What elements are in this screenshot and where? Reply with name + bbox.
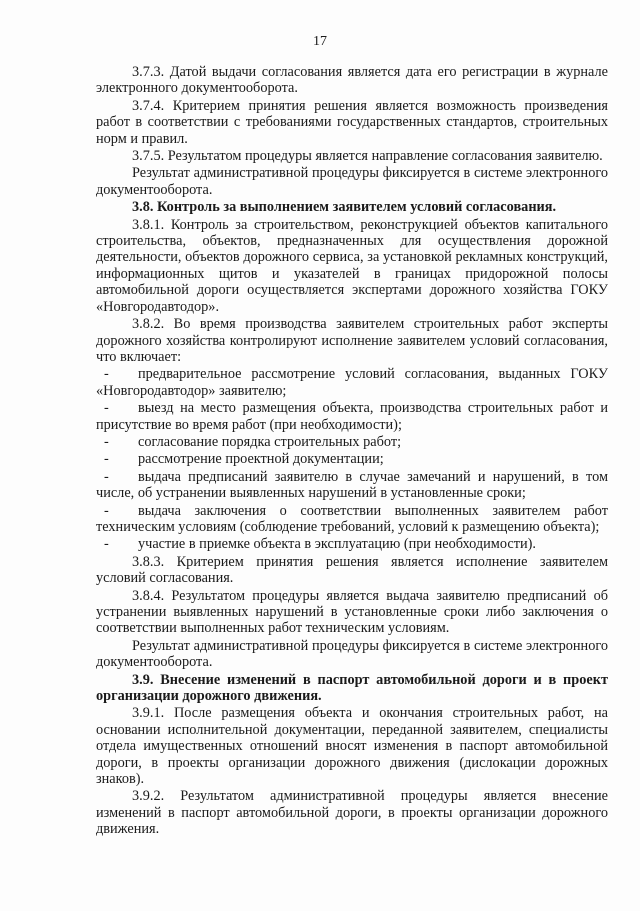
paragraph-3-7-result: Результат административной процедуры фиксируется в системе электронного документооборота. <box>96 165 608 198</box>
list-item-text: выдача заключения о соответствии выполненных заявителем работ техническим условиям (соблюдение требований, условий к размещению объекта); <box>96 502 608 535</box>
list-item-text: выдача предписаний заявителю в случае замечаний и нарушений, в том числе, об устранении выявленных нарушений в установленные сроки; <box>96 468 608 502</box>
paragraph-3-7-5: 3.7.5. Результатом процедуры является направление согласования заявителю. <box>132 148 603 165</box>
document-body <box>96 64 608 839</box>
list-item <box>96 469 608 502</box>
list-dash: - <box>104 536 109 553</box>
heading-3-8: 3.8. Контроль за выполнением заявителем условий согласования. <box>132 199 557 216</box>
list-item <box>96 451 608 467</box>
paragraph-3-9-1: 3.9.1. После размещения объекта и окончания строительных работ, на основании исполнительной документации, переданной заявителем, специалисты отдела имущественных отношений вносят изменения в паспорт автомобильной дороги, в проекты организации дорожного движения (дислокации дорожных знаков). <box>96 705 608 788</box>
list-dash: - <box>104 433 109 450</box>
list-dash: - <box>104 366 109 383</box>
list-dash: - <box>104 400 109 417</box>
list-item <box>96 536 608 552</box>
paragraph-3-8-3: 3.8.3. Критерием принятия решения является исполнение заявителем условий согласования. <box>96 553 608 587</box>
paragraph-3-7-4: 3.7.4. Критерием принятия решения является возможность произведения работ в соответствии с требованиями государственных стандартов, строительных норм и правил. <box>96 97 608 147</box>
paragraph-3-8-4: 3.8.4. Результатом процедуры является выдача заявителю предписаний об устранении выявленных нарушений в установленные сроки либо заключения о соответствии выполненных работ техническим условиям. <box>96 587 608 637</box>
list-item-text: предварительное рассмотрение условий согласования, выданных ГОКУ «Новгородавтодор» заявителю; <box>96 366 608 399</box>
list-item <box>96 503 608 536</box>
heading-3-9: 3.9. Внесение изменений в паспорт автомобильной дороги и в проект организации дорожного движения. <box>96 671 608 705</box>
list-dash: - <box>104 502 109 519</box>
page-number: 17 <box>313 34 327 49</box>
list-item-text: рассмотрение проектной документации; <box>138 451 384 468</box>
paragraph-3-8-1: 3.8.1. Контроль за строительством, реконструкцией объектов капитального строительства, объектов, предназначенных для осуществления дорожной деятельности, объектов дорожного сервиса, за установкой рекламных конструкций, информационных щитов и указателей в границах придорожной полосы автомобильной дороги осуществляется экспертами дорожного хозяйства ГОКУ «Новгородавтодор». <box>96 216 608 315</box>
list-item <box>96 400 608 433</box>
paragraph-3-8-result: Результат административной процедуры фиксируется в системе электронного документооборота. <box>96 637 608 671</box>
paragraph-3-7-3: 3.7.3. Датой выдачи согласования является дата его регистрации в журнале электронного документооборота. <box>96 64 608 97</box>
list-dash: - <box>104 468 109 485</box>
paragraph-3-8-2: 3.8.2. Во время производства заявителем строительных работ эксперты дорожного хозяйства контролируют исполнение заявителем условий согласования, что включает: <box>96 316 608 365</box>
list-item-text: согласование порядка строительных работ; <box>138 433 402 450</box>
list-item <box>96 366 608 399</box>
list-dash: - <box>104 451 109 468</box>
paragraph-3-9-2: 3.9.2. Результатом административной процедуры является внесение изменений в паспорт автомобильной дороги, в проекты организации дорожного движения. <box>96 788 608 838</box>
list-item-text: участие в приемке объекта в эксплуатацию (при необходимости). <box>138 536 536 553</box>
list-item-text: выезд на место размещения объекта, производства строительных работ и присутствие во время работ (при необходимости); <box>96 400 608 433</box>
list-item <box>96 434 608 450</box>
